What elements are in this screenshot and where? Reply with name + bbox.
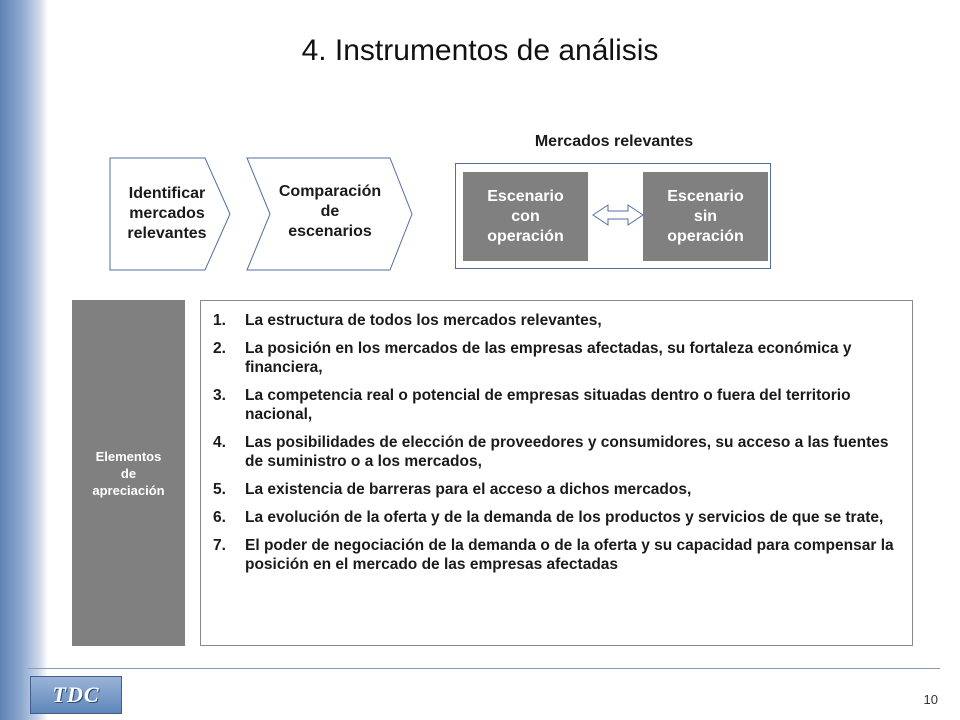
step-comparacion-label: Comparación de escenarios xyxy=(278,183,382,240)
footer-divider xyxy=(28,668,940,669)
list-item: 4. Las posibilidades de elección de proveedores y consumidores, su acceso a las fuentes de suministro o a los mercados, xyxy=(213,434,889,470)
list-item: 5. La existencia de barreras para el acceso a dichos mercados, xyxy=(213,481,692,498)
escenario-con-operacion: Escenario con operación xyxy=(463,172,588,261)
criteria-list xyxy=(213,311,898,574)
list-item: 7. El poder de negociación de la demanda o de la oferta y su capacidad para compensar la posición en el mercado de las empresas afectadas xyxy=(213,537,894,573)
page-title: 4. Instrumentos de análisis xyxy=(301,34,659,67)
elementos-apreciacion-box: Elementos de apreciación xyxy=(72,300,185,646)
list-item: 1. La estructura de todos los mercados relevantes, xyxy=(213,312,602,329)
step-identificar-label: Identificar mercados relevantes xyxy=(127,185,207,242)
tdc-logo xyxy=(30,676,122,714)
list-item: 3. La competencia real o potencial de empresas situadas dentro o fuera del territorio nacional, xyxy=(213,387,851,423)
page-number: 10 xyxy=(923,692,938,707)
criteria-list-box xyxy=(200,300,913,646)
escenario-sin-operacion: Escenario sin operación xyxy=(643,172,768,261)
tdc-logo-text: TDC xyxy=(52,682,100,707)
mercados-relevantes-label: Mercados relevantes xyxy=(534,133,694,150)
list-item: 6. La evolución de la oferta y de la demanda de los productos y servicios de que se trate, xyxy=(213,509,884,526)
list-item: 2. La posición en los mercados de las empresas afectadas, su fortaleza económica y financiera, xyxy=(213,340,852,376)
